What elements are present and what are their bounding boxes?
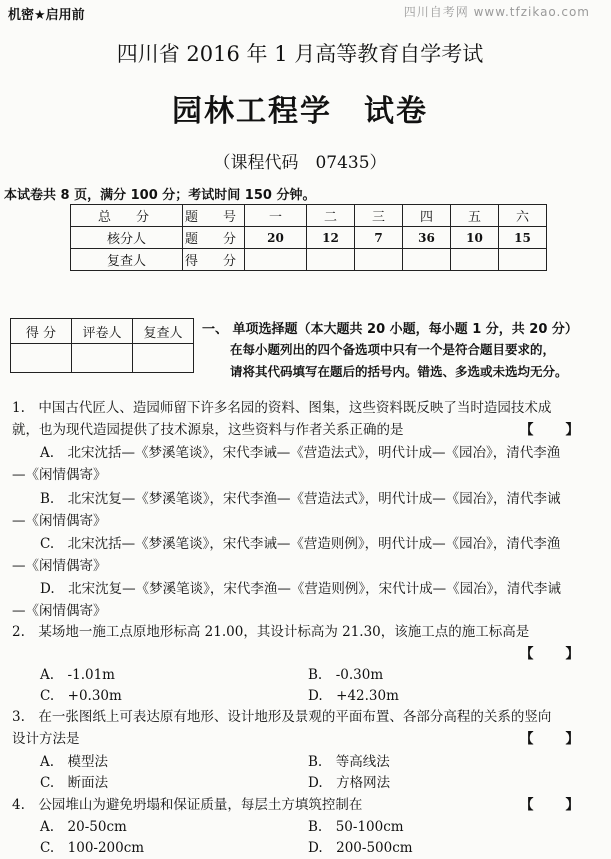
section-instruction: 请将其代码填写在题后的括号内。错选、多选或未选均无分。 [230,364,568,379]
option-d: D. +42.30m [308,688,399,704]
exam-info: 本试卷共 8 页，满分 100 分；考试时间 150 分钟。 [4,188,316,203]
score-table-row [71,205,547,227]
score-table-row [71,249,547,271]
table-cell: 10 [451,227,499,249]
option-c: C. 断面法 [40,775,109,791]
question-stem: 就，也为现代造园提供了技术源泉，这些资料与作者关系正确的是 [12,422,404,438]
answer-bracket: 【】 [520,646,611,662]
option-b: B. -0.30m [308,667,384,683]
table-cell: 六 [499,205,547,227]
section-instruction: 在每小题列出的四个备选项中只有一个是符合题目要求的， [230,342,556,357]
course-code: （课程代码 07435） [213,153,387,173]
question-stem: 设计方法是 [12,731,80,747]
option-b: B. 等高线法 [308,754,390,770]
total-score-label: 总 分 [71,205,183,227]
table-cell: 二 [307,205,355,227]
table-cell [133,344,194,373]
option-a: A. 模型法 [40,754,109,770]
answer-bracket: 【】 [520,797,611,813]
reviewer-label: 复查人 [133,319,194,344]
subject-title: 园林工程学 试卷 [172,94,428,129]
option-d-continued: —《闲情偶寄》 [12,603,107,619]
question-stem: 4. 公园堆山为避免坍塌和保证质量，每层土方填筑控制在 [12,797,363,813]
question-number-label: 题 号 [183,205,245,227]
option-c-continued: —《闲情偶寄》 [12,558,107,574]
table-cell: 三 [355,205,403,227]
option-a: A. -1.01m [40,667,115,683]
grader-table-header [11,319,194,344]
option-d: D. 200-500cm [308,840,413,856]
confidential-label: 机密★启用前 [8,8,85,23]
grader-label: 评卷人 [72,319,133,344]
option-d: D. 北宋沈复—《梦溪笔谈》，宋代李渔—《营造则例》，宋代计成—《园冶》，清代李诫 [40,581,561,597]
table-cell [245,249,307,271]
grader-table [10,318,194,373]
table-cell [451,249,499,271]
exam-title: 四川省 2016 年 1 月高等教育自学考试 [116,42,484,66]
table-cell [499,249,547,271]
question-stem: 3. 在一张图纸上可表达原有地形、设计地形及景观的平面布置、各部分高程的关系的竖向 [12,709,552,725]
table-cell [72,344,133,373]
table-cell: 四 [403,205,451,227]
table-cell: 一 [245,205,307,227]
answer-bracket: 【】 [520,422,611,438]
section-title: 一、 单项选择题（本大题共 20 小题，每小题 1 分，共 20 分） [202,322,578,337]
grader-table-blank-row [11,344,194,373]
table-cell [355,249,403,271]
option-b-continued: —《闲情偶寄》 [12,513,107,529]
option-b: B. 北宋沈复—《梦溪笔谈》，宋代李渔—《营造法式》，明代计成—《园冶》，清代李诫 [40,491,561,507]
question-stem: 1. 中国古代匠人、造园师留下许多名园的资料、图集，这些资料既反映了当时造园技术成 [12,400,552,416]
option-c: C. 北宋沈括—《梦溪笔谈》，宋代李诫—《营造则例》，明代计成—《园冶》，清代李渔 [40,536,561,552]
score-table [70,204,547,271]
answer-bracket: 【】 [520,731,611,747]
table-cell: 五 [451,205,499,227]
option-c: C. 100-200cm [40,840,145,856]
obtained-score-label: 得 分 [183,249,245,271]
table-cell: 7 [355,227,403,249]
option-a: A. 20-50cm [40,819,127,835]
option-c: C. +0.30m [40,688,122,704]
reviewer-label: 复查人 [71,249,183,271]
score-label: 得 分 [11,319,72,344]
table-cell: 12 [307,227,355,249]
table-cell [403,249,451,271]
question-stem: 2. 某场地一施工点原地形标高 21.00，其设计标高为 21.30，该施工点的施工标高是 [12,624,530,640]
option-b: B. 50-100cm [308,819,404,835]
table-cell [11,344,72,373]
score-checker-label: 核分人 [71,227,183,249]
option-d: D. 方格网法 [308,775,391,791]
option-a-continued: —《闲情偶寄》 [12,467,107,483]
table-cell [307,249,355,271]
score-table-row [71,227,547,249]
site-watermark: 四川自考网 www.tfzikao.com [403,5,590,19]
question-score-label: 题 分 [183,227,245,249]
table-cell: 15 [499,227,547,249]
table-cell: 20 [245,227,307,249]
option-a: A. 北宋沈括—《梦溪笔谈》，宋代李诫—《营造法式》，明代计成—《园冶》，清代李渔 [40,445,561,461]
table-cell: 36 [403,227,451,249]
